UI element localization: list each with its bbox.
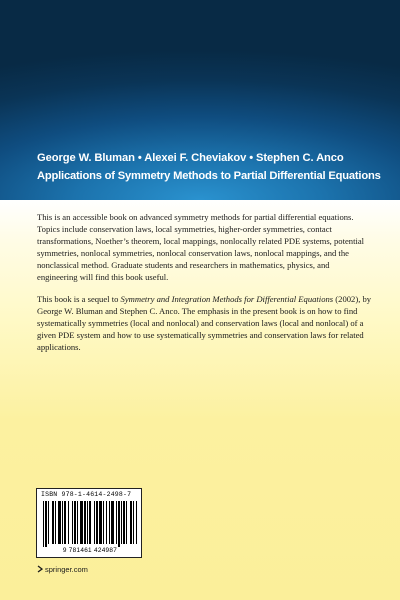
publisher-link[interactable]: [37, 563, 88, 575]
barcode-bar: [68, 501, 69, 544]
barcode-bar: [55, 501, 56, 544]
barcode-bar: [118, 501, 120, 547]
barcode-bar: [111, 501, 114, 544]
barcode-bar: [80, 501, 83, 544]
barcode-bar: [84, 501, 86, 544]
sequel-book-title: Symmetry and Integration Methods for Differential Equations: [120, 294, 334, 304]
description-text-2: [37, 293, 372, 353]
barcode-bar: [64, 501, 66, 544]
barcode-bar: [116, 501, 117, 544]
description-text-2-start: This book is a sequel to: [37, 294, 121, 304]
barcode-bar: [94, 501, 95, 544]
description-paragraph-1: [37, 211, 372, 284]
barcode-bar: [126, 501, 127, 544]
book-title: Applications of Symmetry Methods to Partial Differential Equations: [37, 170, 381, 182]
barcode-bar: [121, 501, 122, 544]
description-text-1: This is an accessible book on advanced symmetry methods for partial differential equations. Topics include conservation laws, local symmetries, higher-order symmetries, contact transformations, Noether’s theorem, local mappings, nonlocally related PDE systems, potential symmetries, nonlocal symmetries, nonlocal conservation laws, nonlocal mappings, and the nonclassical method. Graduate students and researchers in mathematics, physics, and engineering will find this book useful.: [37, 212, 365, 283]
barcode-bar: [43, 501, 44, 547]
barcode-bar: [99, 501, 102, 544]
barcode-bar: [74, 501, 76, 544]
barcode-bar: [87, 501, 88, 544]
barcode-bar: [89, 501, 91, 544]
author-list: George W. Bluman • Alexei F. Cheviakov • Stephen C. Anco: [37, 152, 344, 164]
isbn-label: ISBN 978-1-4614-2498-7: [41, 491, 132, 498]
barcode-bar: [72, 501, 73, 544]
publisher-name[interactable]: springer.com: [45, 564, 88, 574]
barcode-bar: [109, 501, 110, 544]
barcode-box: [36, 488, 142, 558]
description-paragraph-2: [37, 293, 372, 353]
barcode-bar: [48, 501, 49, 544]
arrow-right-icon: [37, 565, 43, 573]
barcode-bar: [103, 501, 104, 544]
barcode-bar: [62, 501, 63, 544]
description-text-2-end: (2002), by George W. Bluman and Stephen C. Anco. The emphasis in the present book is on how to find systematically symmetries (local and nonlocal) and conservation laws (local and nonlocal) of a given PDE system and how to use systematically symmetries and conservation laws for related applications.: [37, 294, 372, 353]
barcode-bar: [96, 501, 98, 544]
barcode-bar: [136, 501, 137, 544]
barcode-icon: [43, 501, 137, 547]
barcode-bar: [133, 501, 134, 544]
ean-digits: 9 781461 424987: [62, 547, 118, 554]
barcode-bar: [130, 501, 132, 544]
barcode-bar: [52, 501, 54, 544]
barcode-bar: [106, 501, 107, 544]
barcode-bar: [58, 501, 61, 544]
barcode-bar: [45, 501, 47, 547]
barcode-bar: [123, 501, 125, 544]
barcode-bar: [77, 501, 78, 544]
